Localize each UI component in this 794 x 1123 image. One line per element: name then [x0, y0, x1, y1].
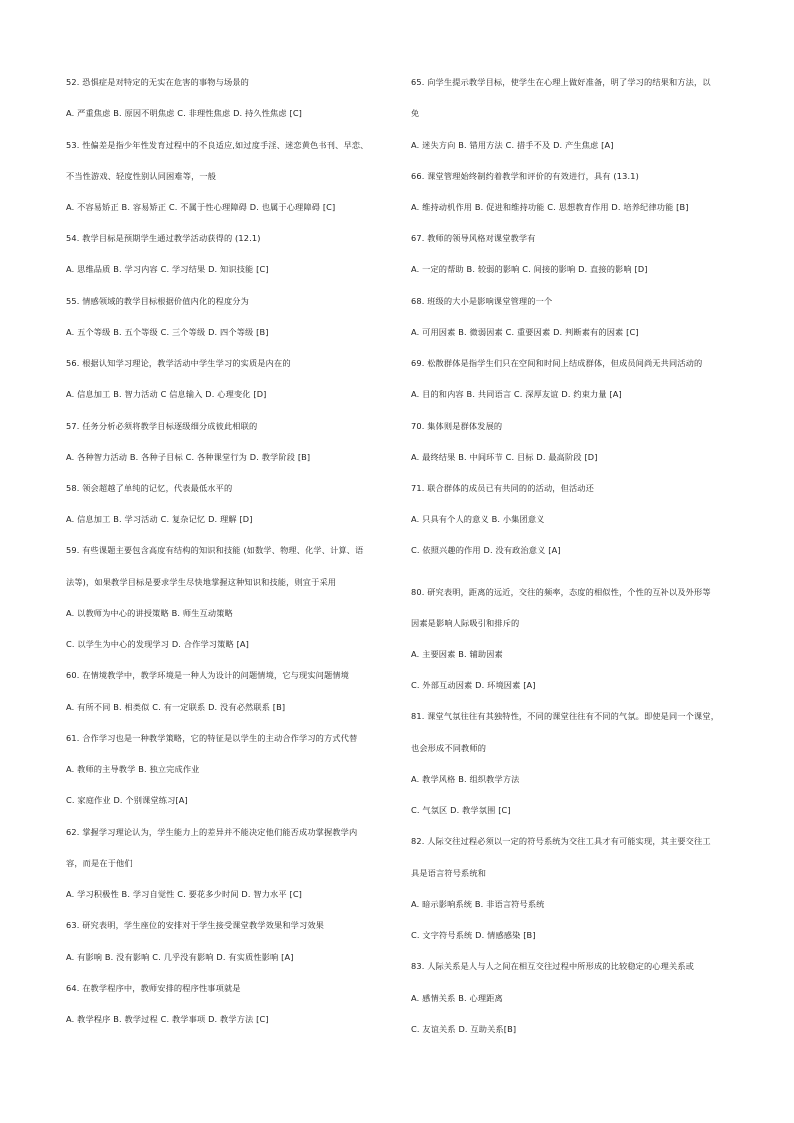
text-line: C. 外部互动因素 D. 环境因素 [A]	[411, 680, 536, 690]
text-line: A. 迷失方向 B. 错用方法 C. 措手不及 D. 产生焦虑 [A]	[411, 140, 614, 150]
text-line: A. 教学程序 B. 教学过程 C. 教学事项 D. 教学方法 [C]	[66, 1014, 269, 1024]
text-line: 82. 人际交往过程必须以一定的符号系统为交往工具才有可能实现，其主要交往工	[411, 836, 711, 846]
text-line: 66. 课堂管理始终制约着教学和评价的有效进行，具有 (13.1)	[411, 171, 639, 181]
text-line: C. 友谊关系 D. 互助关系[B]	[411, 1024, 517, 1034]
text-line: A. 主要因素 B. 辅助因素	[411, 649, 503, 659]
text-line: 81. 课堂气氛往往有其独特性，不同的课堂往往有不同的气氛。即使是同一个课堂，	[411, 711, 720, 721]
text-line: A. 有影响 B. 没有影响 C. 几乎没有影响 D. 有实质性影响 [A]	[66, 952, 294, 962]
text-line: 62. 掌握学习理论认为，学生能力上的差异并不能决定他们能否成功掌握教学内	[66, 827, 358, 837]
text-line: A. 五个等级 B. 五个等级 C. 三个等级 D. 四个等级 [B]	[66, 327, 269, 337]
text-line: 65. 向学生提示教学目标，使学生在心理上做好准备，明了学习的结果和方法，以	[411, 77, 711, 87]
text-line: 60. 在情境教学中，教学环境是一种人为设计的问题情境，它与现实问题情境	[66, 670, 350, 680]
text-line: 不当性游戏、轻度性别认同困难等，一般	[66, 171, 217, 181]
text-line: C. 以学生为中心的发现学习 D. 合作学习策略 [A]	[66, 639, 250, 649]
text-line: 54. 教学目标是预期学生通过教学活动获得的 (12.1)	[66, 233, 261, 243]
text-line: 容，而是在于他们	[66, 858, 133, 868]
text-line: 免	[411, 108, 420, 118]
text-line: A. 思维品质 B. 学习内容 C. 学习结果 D. 知识技能 [C]	[66, 264, 269, 274]
text-line: A. 一定的帮助 B. 较弱的影响 C. 间接的影响 D. 直接的影响 [D]	[411, 264, 648, 274]
text-line: 58. 领会超越了单纯的记忆，代表最低水平的	[66, 483, 233, 493]
text-line: 80. 研究表明，距离的远近，交往的频率，态度的相似性，个性的互补以及外形等	[411, 587, 711, 597]
text-line: A. 信息加工 B. 智力活动 C 信息输入 D. 心理变化 [D]	[66, 389, 267, 399]
text-line: A. 各种智力活动 B. 各种子目标 C. 各种课堂行为 D. 教学阶段 [B]	[66, 452, 311, 462]
text-line: A. 维持动机作用 B. 促进和维持功能 C. 思想教育作用 D. 培养纪律功能 [B]	[411, 202, 689, 212]
text-line: 59. 有些课题主要包含高度有结构的知识和技能 (如数学、物理、化学、计算、语	[66, 545, 364, 555]
text-line: 也会形成不同教师的	[411, 743, 487, 753]
text-line: 83. 人际关系是人与人之间在相互交往过程中所形成的比较稳定的心理关系或	[411, 961, 695, 971]
text-line: A. 教师的主导教学 B. 独立完成作业	[66, 764, 200, 774]
text-line: A. 信息加工 B. 学习活动 C. 复杂记忆 D. 理解 [D]	[66, 514, 253, 524]
text-line: 61. 合作学习也是一种教学策略，它的特征是以学生的主动合作学习的方式代替	[66, 733, 358, 743]
text-line: A. 学习积极性 B. 学习自觉性 C. 要花多少时间 D. 智力水平 [C]	[66, 889, 303, 899]
text-line: A. 有所不同 B. 相类似 C. 有一定联系 D. 没有必然联系 [B]	[66, 702, 286, 712]
text-line: 53. 性偏差是指少年性发育过程中的不良适应,如过度手淫、迷恋黄色书刊、早恋、	[66, 140, 369, 150]
text-line: A. 只具有个人的意义 B. 小集团意义	[411, 514, 545, 524]
text-line: A. 目的和内容 B. 共同语言 C. 深厚友谊 D. 约束力量 [A]	[411, 389, 622, 399]
text-line: 55. 情感领域的教学目标根据价值内化的程度分为	[66, 296, 249, 306]
text-line: A. 可用因素 B. 微弱因素 C. 重要因素 D. 判断素有的因素 [C]	[411, 327, 639, 337]
text-line: 71. 联合群体的成员已有共同的的活动，但活动还	[411, 483, 594, 493]
text-line: A. 感情关系 B. 心理距离	[411, 993, 503, 1003]
text-line: A. 教学风格 B. 组织教学方法	[411, 774, 520, 784]
text-line: 因素是影响人际吸引和排斥的	[411, 618, 520, 628]
text-line: 具是语言符号系统和	[411, 868, 487, 878]
text-line: A. 以教师为中心的讲授策略 B. 师生互动策略	[66, 608, 233, 618]
text-line: A. 最终结果 B. 中间环节 C. 目标 D. 最高阶段 [D]	[411, 452, 598, 462]
text-line: 法等)，如果教学目标是要求学生尽快地掌握这种知识和技能，则宜于采用	[66, 577, 337, 587]
text-line: 68. 班级的大小是影响课堂管理的一个	[411, 296, 553, 306]
text-line: 70. 集体则是群体发展的	[411, 421, 503, 431]
text-line: 64. 在教学程序中，教师安排的程序性事项就是	[66, 983, 241, 993]
text-line: C. 家庭作业 D. 个别课堂练习[A]	[66, 795, 188, 805]
text-line: C. 气氛区 D. 教学氛围 [C]	[411, 805, 511, 815]
text-line: 52. 恐惧症是对特定的无实在危害的事物与场景的	[66, 77, 249, 87]
text-line: C. 依照兴趣的作用 D. 没有政治意义 [A]	[411, 545, 561, 555]
text-line: 63. 研究表明，学生座位的安排对于学生接受课堂教学效果和学习效果	[66, 920, 325, 930]
text-line: A. 暗示影响系统 B. 非语言符号系统	[411, 899, 545, 909]
text-line: 56. 根据认知学习理论，教学活动中学生学习的实质是内在的	[66, 358, 291, 368]
text-line: A. 不容易矫正 B. 容易矫正 C. 不属于性心理障碍 D. 也属于心理障碍 [C]	[66, 202, 336, 212]
text-line: A. 严重焦虑 B. 原因不明焦虑 C. 非理性焦虑 D. 持久性焦虑 [C]	[66, 108, 303, 118]
text-line: C. 文字符号系统 D. 情感感染 [B]	[411, 930, 536, 940]
text-line: 67. 教师的领导风格对课堂教学有	[411, 233, 536, 243]
text-line: 69. 松散群体是指学生们只在空间和时间上结成群体，但成员间尚无共同活动的	[411, 358, 703, 368]
text-line: 57. 任务分析必须将教学目标逐级细分成彼此相联的	[66, 421, 258, 431]
